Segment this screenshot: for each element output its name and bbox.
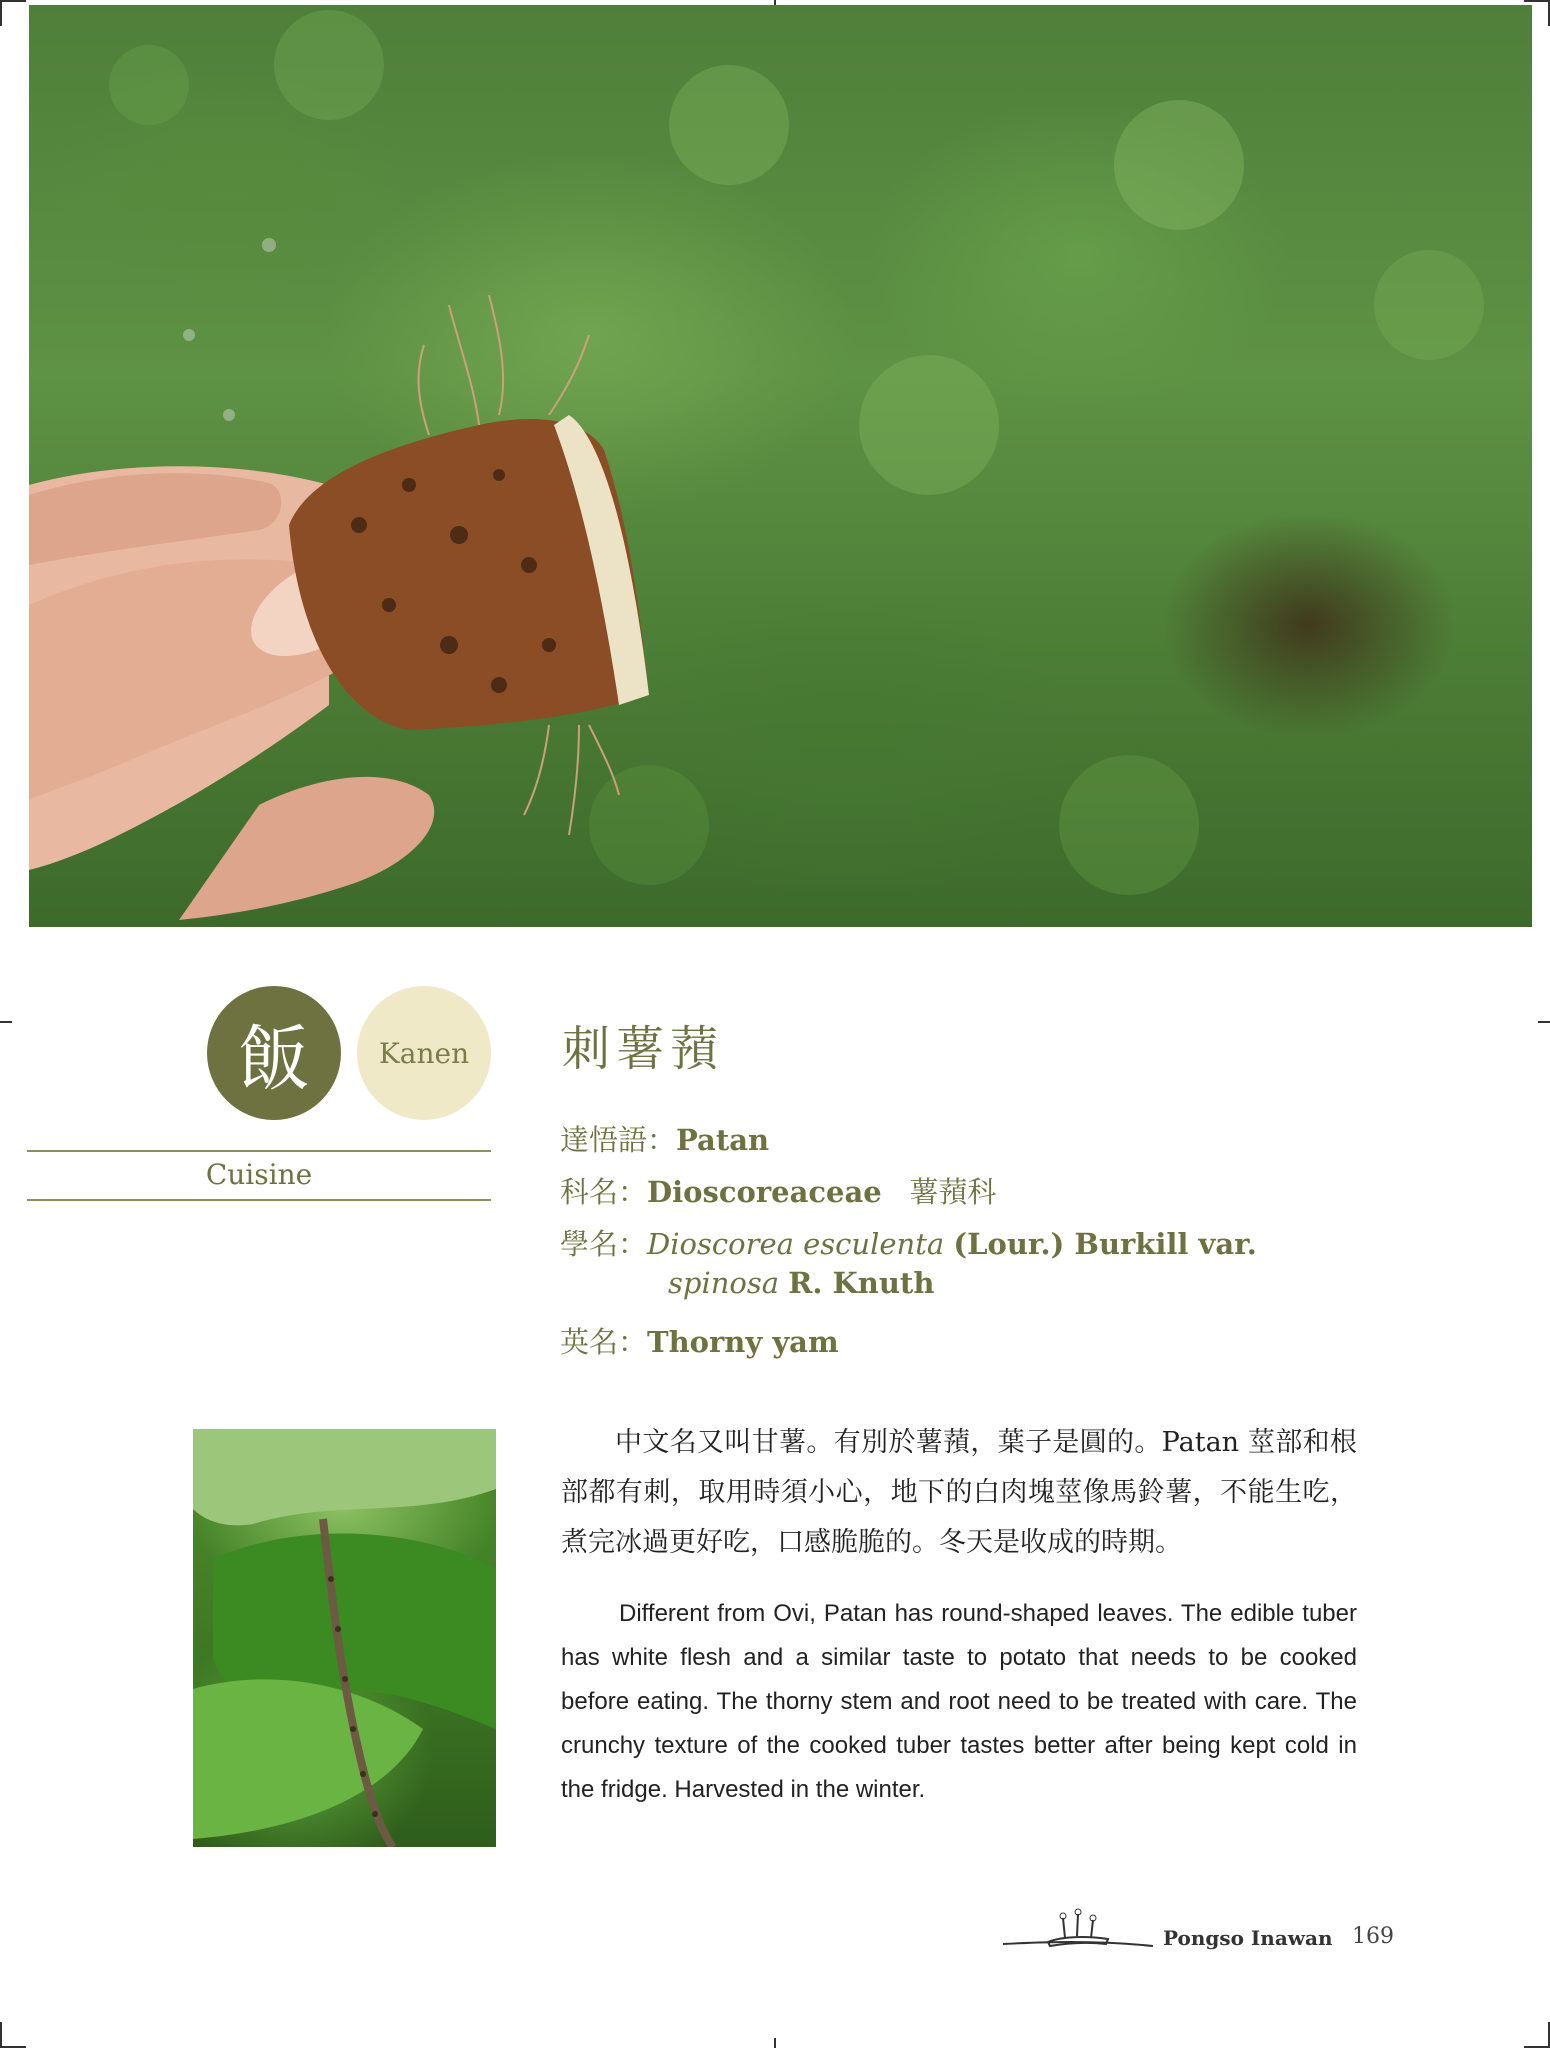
crop-mark	[0, 0, 26, 2]
entry-title: 刺薯蕷	[562, 1021, 725, 1077]
crop-mark	[1524, 0, 1550, 2]
thorny-stem-illustration	[193, 1429, 496, 1847]
book-title: Pongso Inawan	[1163, 1926, 1333, 1950]
canoe-logo-icon	[1003, 1906, 1163, 1960]
en-label: 英名：	[560, 1325, 648, 1359]
chinese-description: 中文名又叫甘薯。有別於薯蕷，葉子是圓的。Patan 莖部和根部都有刺，取用時須小心，地下的白肉塊莖像馬鈴薯，不能生吃，煮完冰過更好吃，口感脆脆的。冬天是收成的時期。	[561, 1427, 1357, 1558]
yam-tuber-in-hand-illustration	[29, 5, 1532, 927]
crop-mark	[0, 1021, 12, 1023]
tao-name-row	[560, 1118, 769, 1159]
hero-photo	[29, 5, 1532, 927]
sci-label: 學名：	[560, 1227, 648, 1261]
family-value: Dioscoreaceae	[647, 1175, 882, 1209]
kanen-emblem-char: 飯	[207, 986, 341, 1120]
leaf-stem-photo	[193, 1429, 496, 1847]
family-zh: 薯蕷科	[909, 1175, 997, 1209]
sci-variety-author: R. Knuth	[788, 1266, 935, 1300]
en-value: Thorny yam	[647, 1325, 839, 1359]
scientific-name-row	[560, 1222, 1257, 1263]
family-label: 科名：	[560, 1175, 648, 1209]
kanen-emblem-label: Kanen	[357, 986, 491, 1120]
crop-mark	[774, 2038, 776, 2048]
crop-mark	[1538, 1021, 1550, 1023]
page-number: 169	[1352, 1924, 1394, 1949]
section-rule-bottom	[27, 1199, 491, 1201]
scientific-name-row-2	[668, 1266, 934, 1300]
section-label: Cuisine	[205, 1158, 313, 1191]
english-description: Different from Ovi, Patan has round-shaped leaves. The edible tuber has white flesh and a similar taste to potato that needs to be cooked before eating. The thorny stem and root need to be treated with care. The crunchy texture of the cooked tuber tastes better after being kept cold in the fridge. Harvested in the winter.	[561, 1600, 1357, 1803]
family-row	[560, 1170, 996, 1211]
section-rule-top	[27, 1150, 491, 1152]
crop-mark	[0, 2022, 2, 2048]
sci-author: (Lour.) Burkill var.	[953, 1227, 1257, 1261]
sci-genus: Dioscorea esculenta	[647, 1227, 945, 1261]
tao-label: 達悟語：	[560, 1123, 677, 1157]
english-name-row	[560, 1320, 839, 1361]
crop-mark	[0, 0, 2, 26]
sci-variety: spinosa	[668, 1266, 780, 1300]
tao-value: Patan	[676, 1123, 770, 1157]
